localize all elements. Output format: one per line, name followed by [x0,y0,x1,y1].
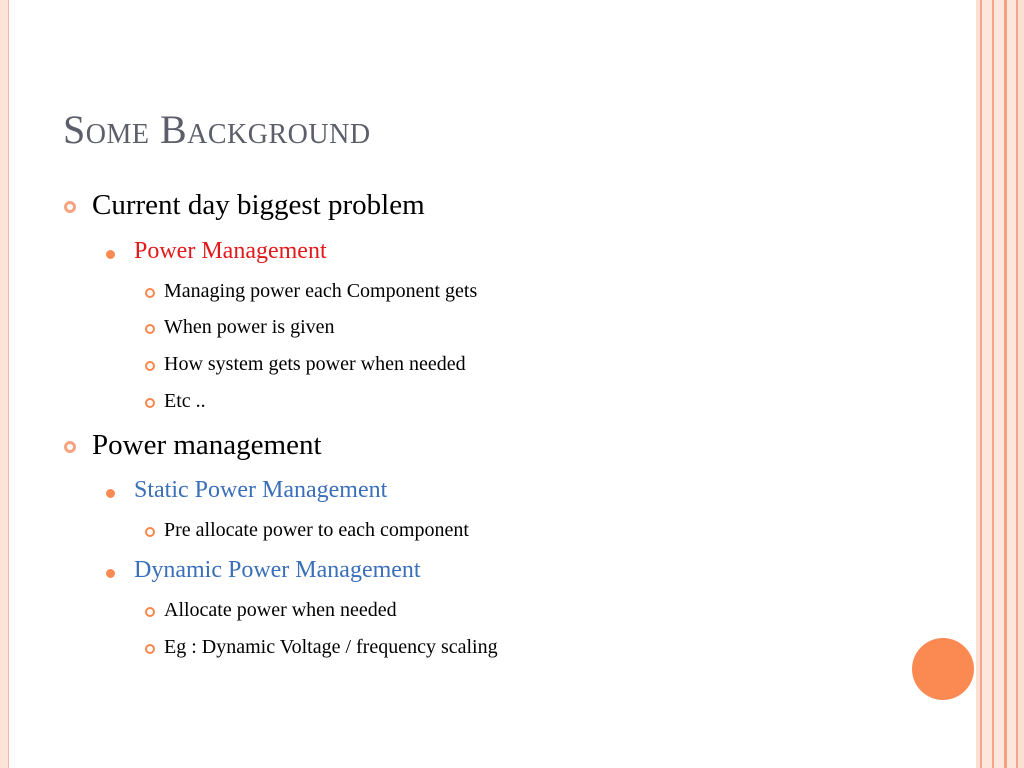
bullet-small-ring-icon [145,324,155,334]
bullet-dot-icon [106,489,115,498]
bullet-dot-icon [106,569,115,578]
subitem-dvfs: Eg : Dynamic Voltage / frequency scaling [164,636,498,658]
subitem-pre-allocate: Pre allocate power to each component [164,519,469,541]
subitem-when-power-given: When power is given [164,316,335,338]
decorative-circle [912,638,974,700]
subitem-system-gets-power: How system gets power when needed [164,353,466,375]
subitem-managing-power: Managing power each Component gets [164,280,478,302]
bullet-ring-icon [64,201,76,213]
item-static-power-management: Static Power Management [134,477,388,503]
bullet-small-ring-icon [145,644,155,654]
bullet-small-ring-icon [145,527,155,537]
section-heading-power-management: Power management [92,429,322,461]
item-power-management: Power Management [134,238,327,264]
bullet-small-ring-icon [145,607,155,617]
subitem-etc: Etc .. [164,390,206,412]
bullet-dot-icon [106,250,115,259]
bullet-small-ring-icon [145,398,155,408]
bullet-ring-icon [64,441,76,453]
subitem-allocate-when-needed: Allocate power when needed [164,599,397,621]
bullet-small-ring-icon [145,361,155,371]
bullet-small-ring-icon [145,288,155,298]
slide-title: Some Background [63,107,371,152]
section-heading-current-problem: Current day biggest problem [92,189,425,221]
item-dynamic-power-management: Dynamic Power Management [134,557,421,583]
left-frame-border [0,0,9,768]
decorative-stripes [976,0,1024,768]
